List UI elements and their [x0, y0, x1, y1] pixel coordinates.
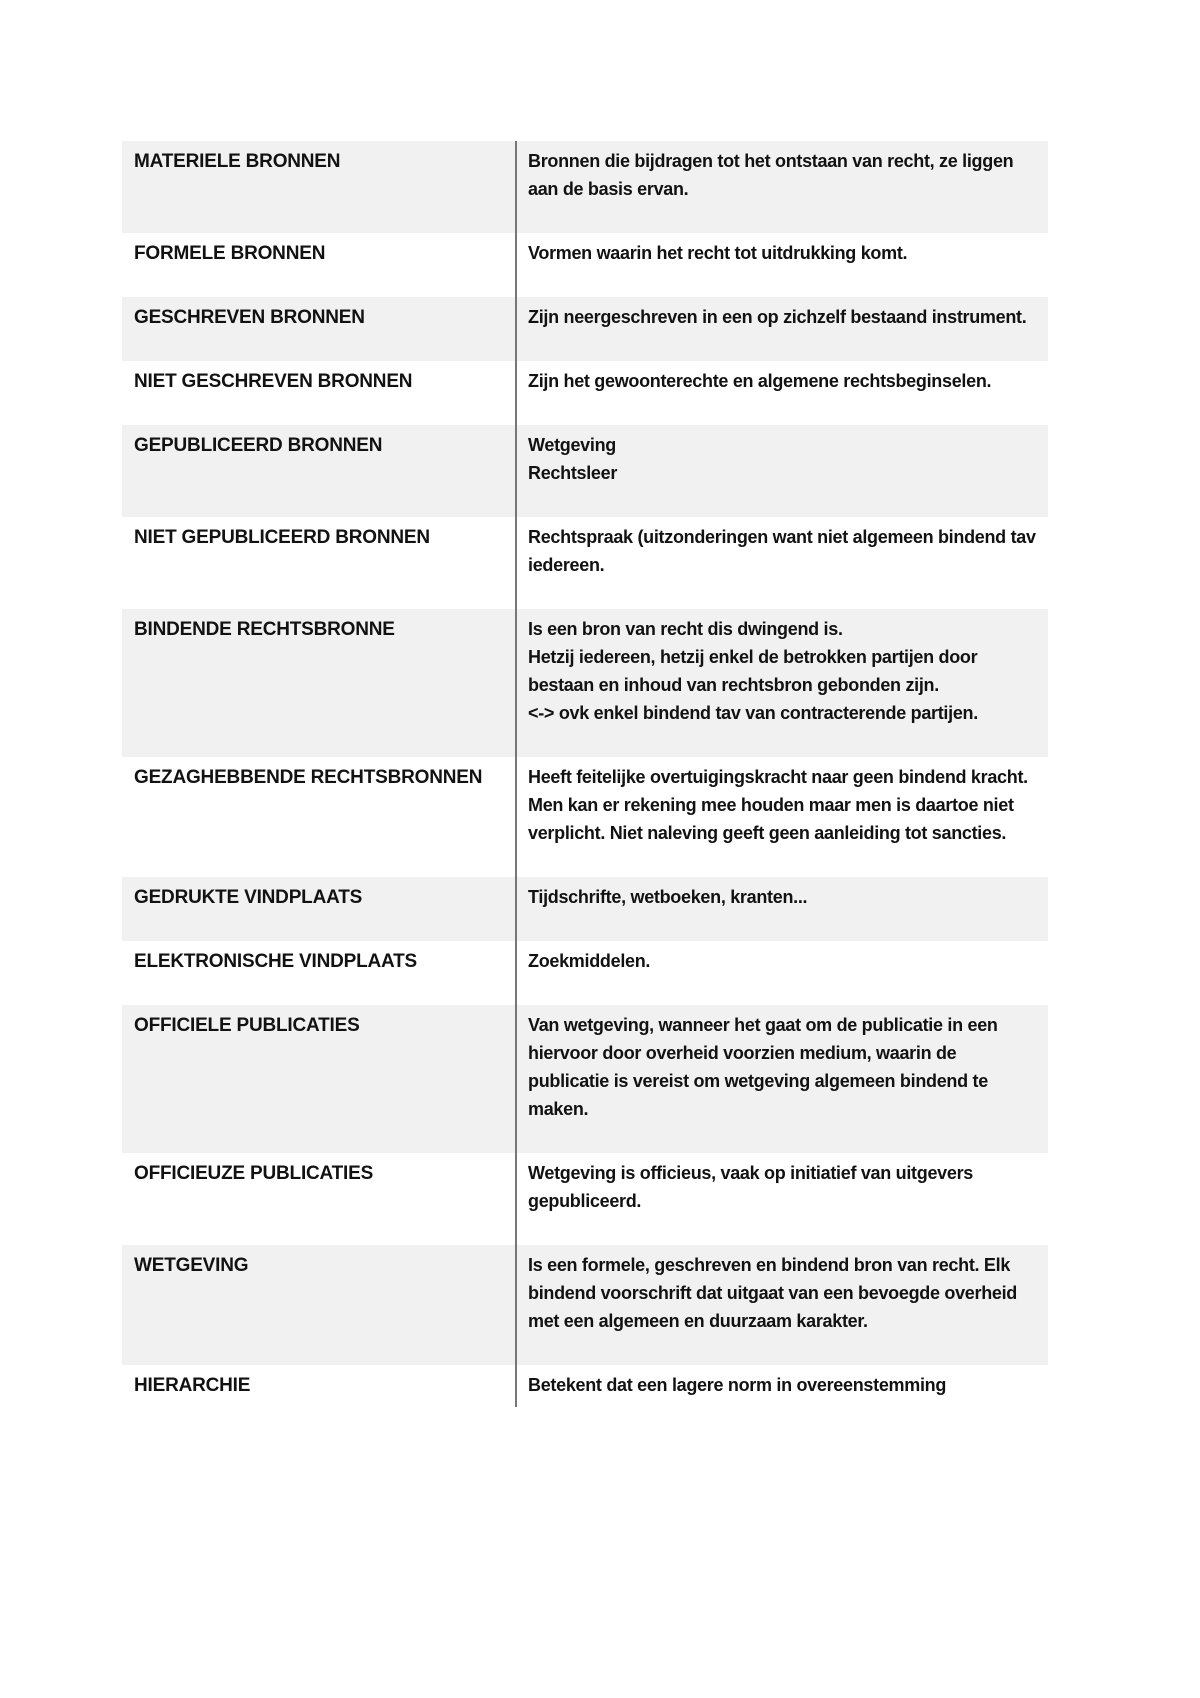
term-label: FORMELE BRONNEN [134, 243, 326, 264]
definition-cell [515, 141, 1048, 233]
term-cell [122, 233, 515, 297]
term-cell [122, 517, 515, 609]
definition-cell [515, 941, 1048, 1005]
table-row [122, 609, 1048, 757]
term-label: ELEKTRONISCHE VINDPLAATS [134, 951, 418, 972]
definition-line: Wetgeving is officieus, vaak op initiatief van uitgevers gepubliceerd. [528, 1163, 973, 1211]
definition-line: Zijn neergeschreven in een op zichzelf bestaand instrument. [528, 307, 1027, 327]
table-row [122, 877, 1048, 941]
definition-line: Is een formele, geschreven en bindend bron van recht. Elk bindend voorschrift dat uitgaat van een bevoegde overheid met een algemeen en duurzaam karakter. [528, 1255, 1017, 1331]
definition-line: Wetgeving [528, 435, 616, 455]
table-row [122, 297, 1048, 361]
definition-cell [515, 757, 1048, 877]
term-label: OFFICIEUZE PUBLICATIES [134, 1163, 374, 1184]
definition-line: Rechtspraak (uitzonderingen want niet algemeen bindend tav iedereen. [528, 527, 1036, 575]
definition-cell [515, 1153, 1048, 1245]
table-row [122, 1245, 1048, 1365]
definition-line: Rechtsleer [528, 463, 618, 483]
term-label: GEZAGHEBBENDE RECHTSBRONNEN [134, 767, 483, 788]
term-cell [122, 1245, 515, 1365]
table-row [122, 1365, 1048, 1407]
table-row [122, 361, 1048, 425]
definition-line: Is een bron van recht dis dwingend is. [528, 619, 843, 639]
table-row [122, 517, 1048, 609]
term-label: GESCHREVEN BRONNEN [134, 307, 365, 328]
table-row [122, 141, 1048, 233]
definition-cell [515, 361, 1048, 425]
term-cell [122, 361, 515, 425]
term-label: BINDENDE RECHTSBRONNE [134, 619, 395, 640]
term-cell [122, 877, 515, 941]
table-row [122, 941, 1048, 1005]
term-label: GEPUBLICEERD BRONNEN [134, 435, 383, 456]
term-cell [122, 1365, 515, 1407]
term-label: GEDRUKTE VINDPLAATS [134, 887, 363, 908]
definition-cell [515, 233, 1048, 297]
definition-cell [515, 297, 1048, 361]
term-cell [122, 141, 515, 233]
definition-cell [515, 425, 1048, 517]
term-label: OFFICIELE PUBLICATIES [134, 1015, 360, 1036]
term-cell [122, 297, 515, 361]
definition-line: Vormen waarin het recht tot uitdrukking komt. [528, 243, 908, 263]
definition-cell [515, 609, 1048, 757]
definition-line: Zoekmiddelen. [528, 951, 651, 971]
term-label: WETGEVING [134, 1255, 249, 1276]
definition-line: Van wetgeving, wanneer het gaat om de publicatie in een hiervoor door overheid voorzien medium, waarin de publicatie is vereist om wetgeving algemeen bindend te maken. [528, 1015, 998, 1119]
table-row [122, 757, 1048, 877]
table-row [122, 1005, 1048, 1153]
definition-cell [515, 1005, 1048, 1153]
definition-line: Bronnen die bijdragen tot het ontstaan van recht, ze liggen aan de basis ervan. [528, 151, 1014, 199]
table-row [122, 233, 1048, 297]
definition-cell [515, 517, 1048, 609]
term-cell [122, 941, 515, 1005]
definition-line: Tijdschrifte, wetboeken, kranten... [528, 887, 808, 907]
definition-line: Hetzij iedereen, hetzij enkel de betrokken partijen door bestaan en inhoud van rechtsbron gebonden zijn. [528, 647, 978, 695]
term-label: MATERIELE BRONNEN [134, 151, 341, 172]
term-cell [122, 757, 515, 877]
definition-line: Zijn het gewoonterechte en algemene rechtsbeginselen. [528, 371, 992, 391]
definition-cell [515, 1365, 1048, 1407]
definition-cell [515, 877, 1048, 941]
term-label: NIET GESCHREVEN BRONNEN [134, 371, 413, 392]
term-cell [122, 609, 515, 757]
table-row [122, 425, 1048, 517]
table-row [122, 1153, 1048, 1245]
definition-line: Betekent dat een lagere norm in overeenstemming [528, 1375, 947, 1395]
term-cell [122, 1005, 515, 1153]
term-cell [122, 425, 515, 517]
term-label: HIERARCHIE [134, 1375, 251, 1396]
definition-line: <-> ovk enkel bindend tav van contracterende partijen. [528, 703, 978, 723]
definition-table [122, 141, 1048, 1407]
definition-line: Heeft feitelijke overtuigingskracht naar geen bindend kracht. Men kan er rekening mee houden maar men is daartoe niet verplicht. Niet naleving geeft geen aanleiding tot sancties. [528, 767, 1028, 843]
definition-cell [515, 1245, 1048, 1365]
term-cell [122, 1153, 515, 1245]
term-label: NIET GEPUBLICEERD BRONNEN [134, 527, 430, 548]
